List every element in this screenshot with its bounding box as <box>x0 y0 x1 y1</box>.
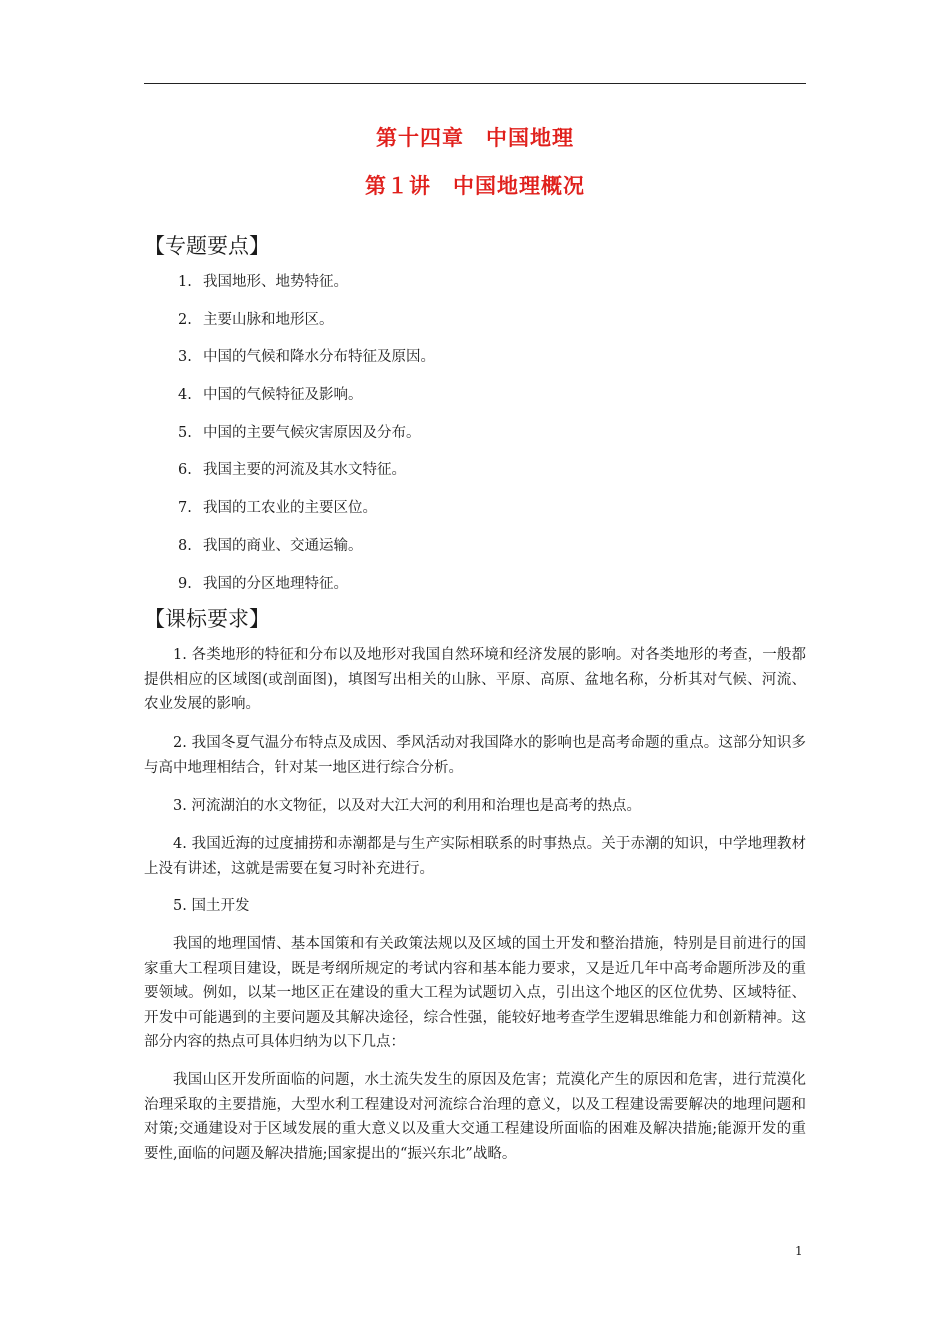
item-text: 中国的气候特征及影响。 <box>203 387 363 404</box>
item-number: 5. <box>178 424 192 441</box>
body-paragraph: 我国的地理国情、基本国策和有关政策法规以及区域的国土开发和整治措施，特别是目前进行的国家重大工程项目建设，既是考纲所规定的考试内容和基本能力要求，又是近几年中高考命题所涉及的重要领域。例如，以某一地区正在建设的重大工程为试题切入点，引出这个地区的区位优势、区域特征、开发中可能遇到的主要问题及其解决途径，综合性强，能较好地考查学生逻辑思维能力和创新精神。这部分内容的热点可具体归纳为以下几点： <box>144 936 806 1050</box>
list-item <box>178 460 435 498</box>
lecture-title: 第１讲 中国地理概况 <box>365 174 585 198</box>
item-text: 中国的气候和降水分布特征及原因。 <box>203 349 435 366</box>
item-text: 我国的商业、交通运输。 <box>203 537 363 554</box>
requirement-paragraph: 1. 各类地形的特征和分布以及地形对我国自然环境和经济发展的影响。对各类地形的考查，一般都提供相应的区域图(或剖面图)，填图写出相关的山脉、平原、高原、盆地名称，分析其对气候、河流、农业发展的影响。 <box>144 647 806 712</box>
list-item <box>178 536 435 574</box>
body-paragraph: 我国山区开发所面临的问题，水土流失发生的原因及危害；荒漠化产生的原因和危害，进行荒漠化治理采取的主要措施，大型水利工程建设对河流综合治理的意义，以及工程建设需要解决的地理问题和对策;交通建设对于区域发展的重大意义以及重大交通工程建设所面临的困难及解决措施;能源开发的重要性,面临的问题及解决措施;国家提出的“振兴东北”战略。 <box>144 1072 806 1162</box>
item-number: 6. <box>178 462 192 479</box>
item-text: 我国的分区地理特征。 <box>203 575 348 592</box>
item-text: 我国主要的河流及其水文特征。 <box>203 462 406 479</box>
page-number: 1 <box>795 1244 803 1258</box>
requirement-paragraph: 5. 国土开发 <box>173 898 250 914</box>
item-number: 2. <box>178 311 192 328</box>
item-number: 1. <box>178 274 192 290</box>
list-item <box>178 310 435 348</box>
list-item <box>178 423 435 461</box>
list-item <box>178 272 435 310</box>
item-number: 8. <box>178 537 192 554</box>
chapter-title: 第十四章 中国地理 <box>376 126 574 150</box>
item-text: 我国的工农业的主要区位。 <box>203 500 377 517</box>
requirement-paragraph: 2. 我国冬夏气温分布特点及成因、季风活动对我国降水的影响也是高考命题的重点。这部分知识多与高中地理相结合，针对某一地区进行综合分析。 <box>144 735 806 776</box>
key-points-heading: 【专题要点】 <box>144 234 270 258</box>
requirement-paragraph: 4. 我国近海的过度捕捞和赤潮都是与生产实际相联系的时事热点。关于赤潮的知识，中学地理教材上没有讲述，这就是需要在复习时补充进行。 <box>144 836 806 877</box>
item-number: 9. <box>178 575 192 592</box>
list-item <box>178 498 435 536</box>
requirement-paragraph: 3. 河流湖泊的水文物征，以及对大江大河的利用和治理也是高考的热点。 <box>173 798 641 814</box>
key-points-list <box>178 272 435 611</box>
header-rule <box>144 83 806 84</box>
item-text: 我国地形、地势特征。 <box>203 274 348 290</box>
list-item <box>178 385 435 423</box>
item-text: 中国的主要气候灾害原因及分布。 <box>203 424 421 441</box>
requirements-heading: 【课标要求】 <box>144 607 270 631</box>
item-number: 7. <box>178 500 192 517</box>
item-text: 主要山脉和地形区。 <box>203 311 334 328</box>
list-item <box>178 347 435 385</box>
item-number: 3. <box>178 349 192 366</box>
item-number: 4. <box>178 387 192 404</box>
